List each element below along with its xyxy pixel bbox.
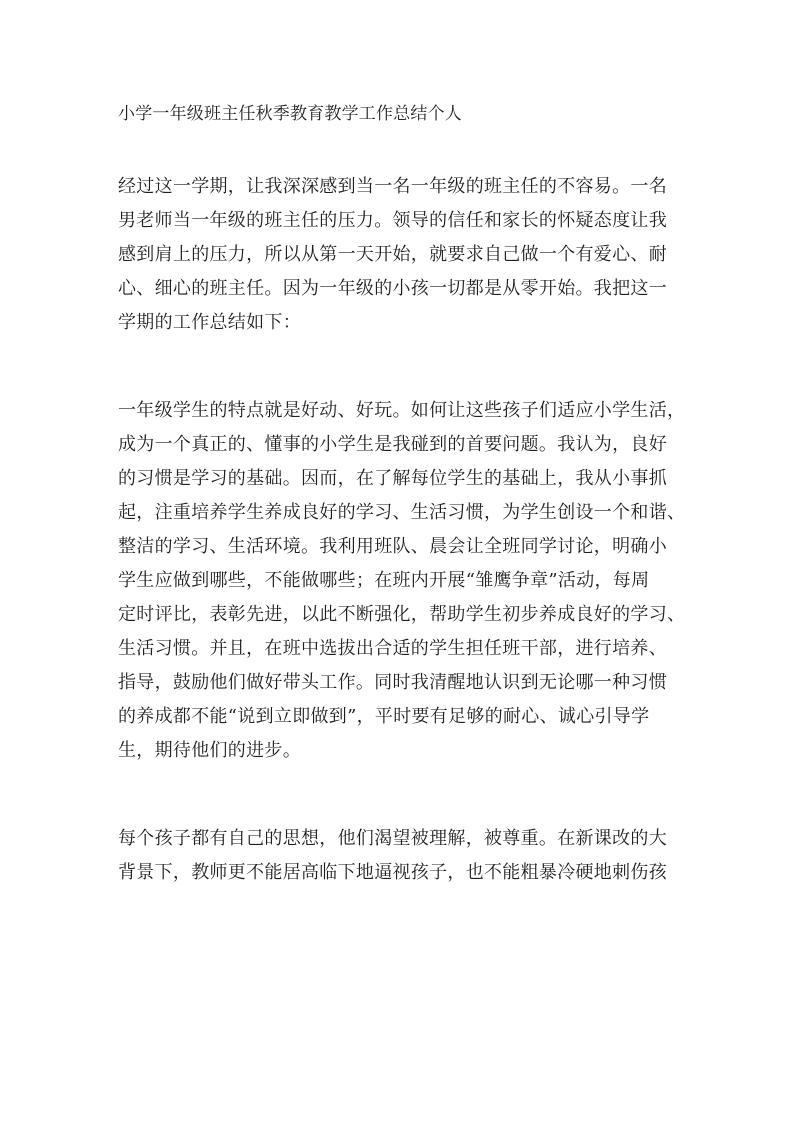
text-line: 的习惯是学习的基础。因而，在了解每位学生的基础上，我从小事抓	[118, 468, 667, 489]
text-line: 生活习惯。并且，在班中选拔出合适的学生担任班干部，进行培养、	[118, 638, 667, 659]
text-line: 学期的工作总结如下：	[118, 312, 301, 333]
document-page	[118, 100, 686, 944]
text-line: 一年级学生的特点就是好动、好玩。如何让这些孩子们适应小学生活，	[118, 400, 686, 421]
text-line: 指导，鼓励他们做好带头工作。同时我清醒地认识到无论哪一种习惯	[118, 672, 667, 693]
text-line: 经过这一学期，让我深深感到当一名一年级的班主任的不容易。一名	[118, 176, 667, 197]
text-line: 每个孩子都有自己的思想，他们渴望被理解，被尊重。在新课改的大	[118, 828, 667, 849]
text-line: 生，期待他们的进步。	[118, 740, 301, 761]
text-line: 男老师当一年级的班主任的压力。领导的信任和家长的怀疑态度让我	[118, 210, 667, 231]
text-line: 起，注重培养学生养成良好的学习、生活习惯，为学生创设一个和谐、	[118, 502, 686, 523]
paragraph-3	[118, 822, 678, 890]
document-title: 小学一年级班主任秋季教育教学工作总结个人	[118, 104, 462, 124]
paragraph-2	[118, 394, 686, 768]
text-line: 定时评比，表彰先进，以此不断强化，帮助学生初步养成良好的学习、	[118, 604, 686, 625]
text-line: 的养成都不能“说到立即做到”，平时要有足够的耐心、诚心引导学	[118, 706, 650, 727]
text-line: 成为一个真正的、懂事的小学生是我碰到的首要问题。我认为，良好	[118, 434, 667, 455]
text-line: 背景下，教师更不能居高临下地逼视孩子，也不能粗暴冷硬地刺伤孩	[118, 862, 667, 883]
paragraph-1	[118, 170, 678, 340]
text-line: 学生应做到哪些，不能做哪些；在班内开展“雏鹰争章”活动，每周	[118, 570, 650, 591]
text-line: 心、细心的班主任。因为一年级的小孩一切都是从零开始。我把这一	[118, 278, 667, 299]
text-line: 整洁的学习、生活环境。我利用班队、晨会让全班同学讨论，明确小	[118, 536, 667, 557]
text-line: 感到肩上的压力，所以从第一天开始，就要求自己做一个有爱心、耐	[118, 244, 667, 265]
